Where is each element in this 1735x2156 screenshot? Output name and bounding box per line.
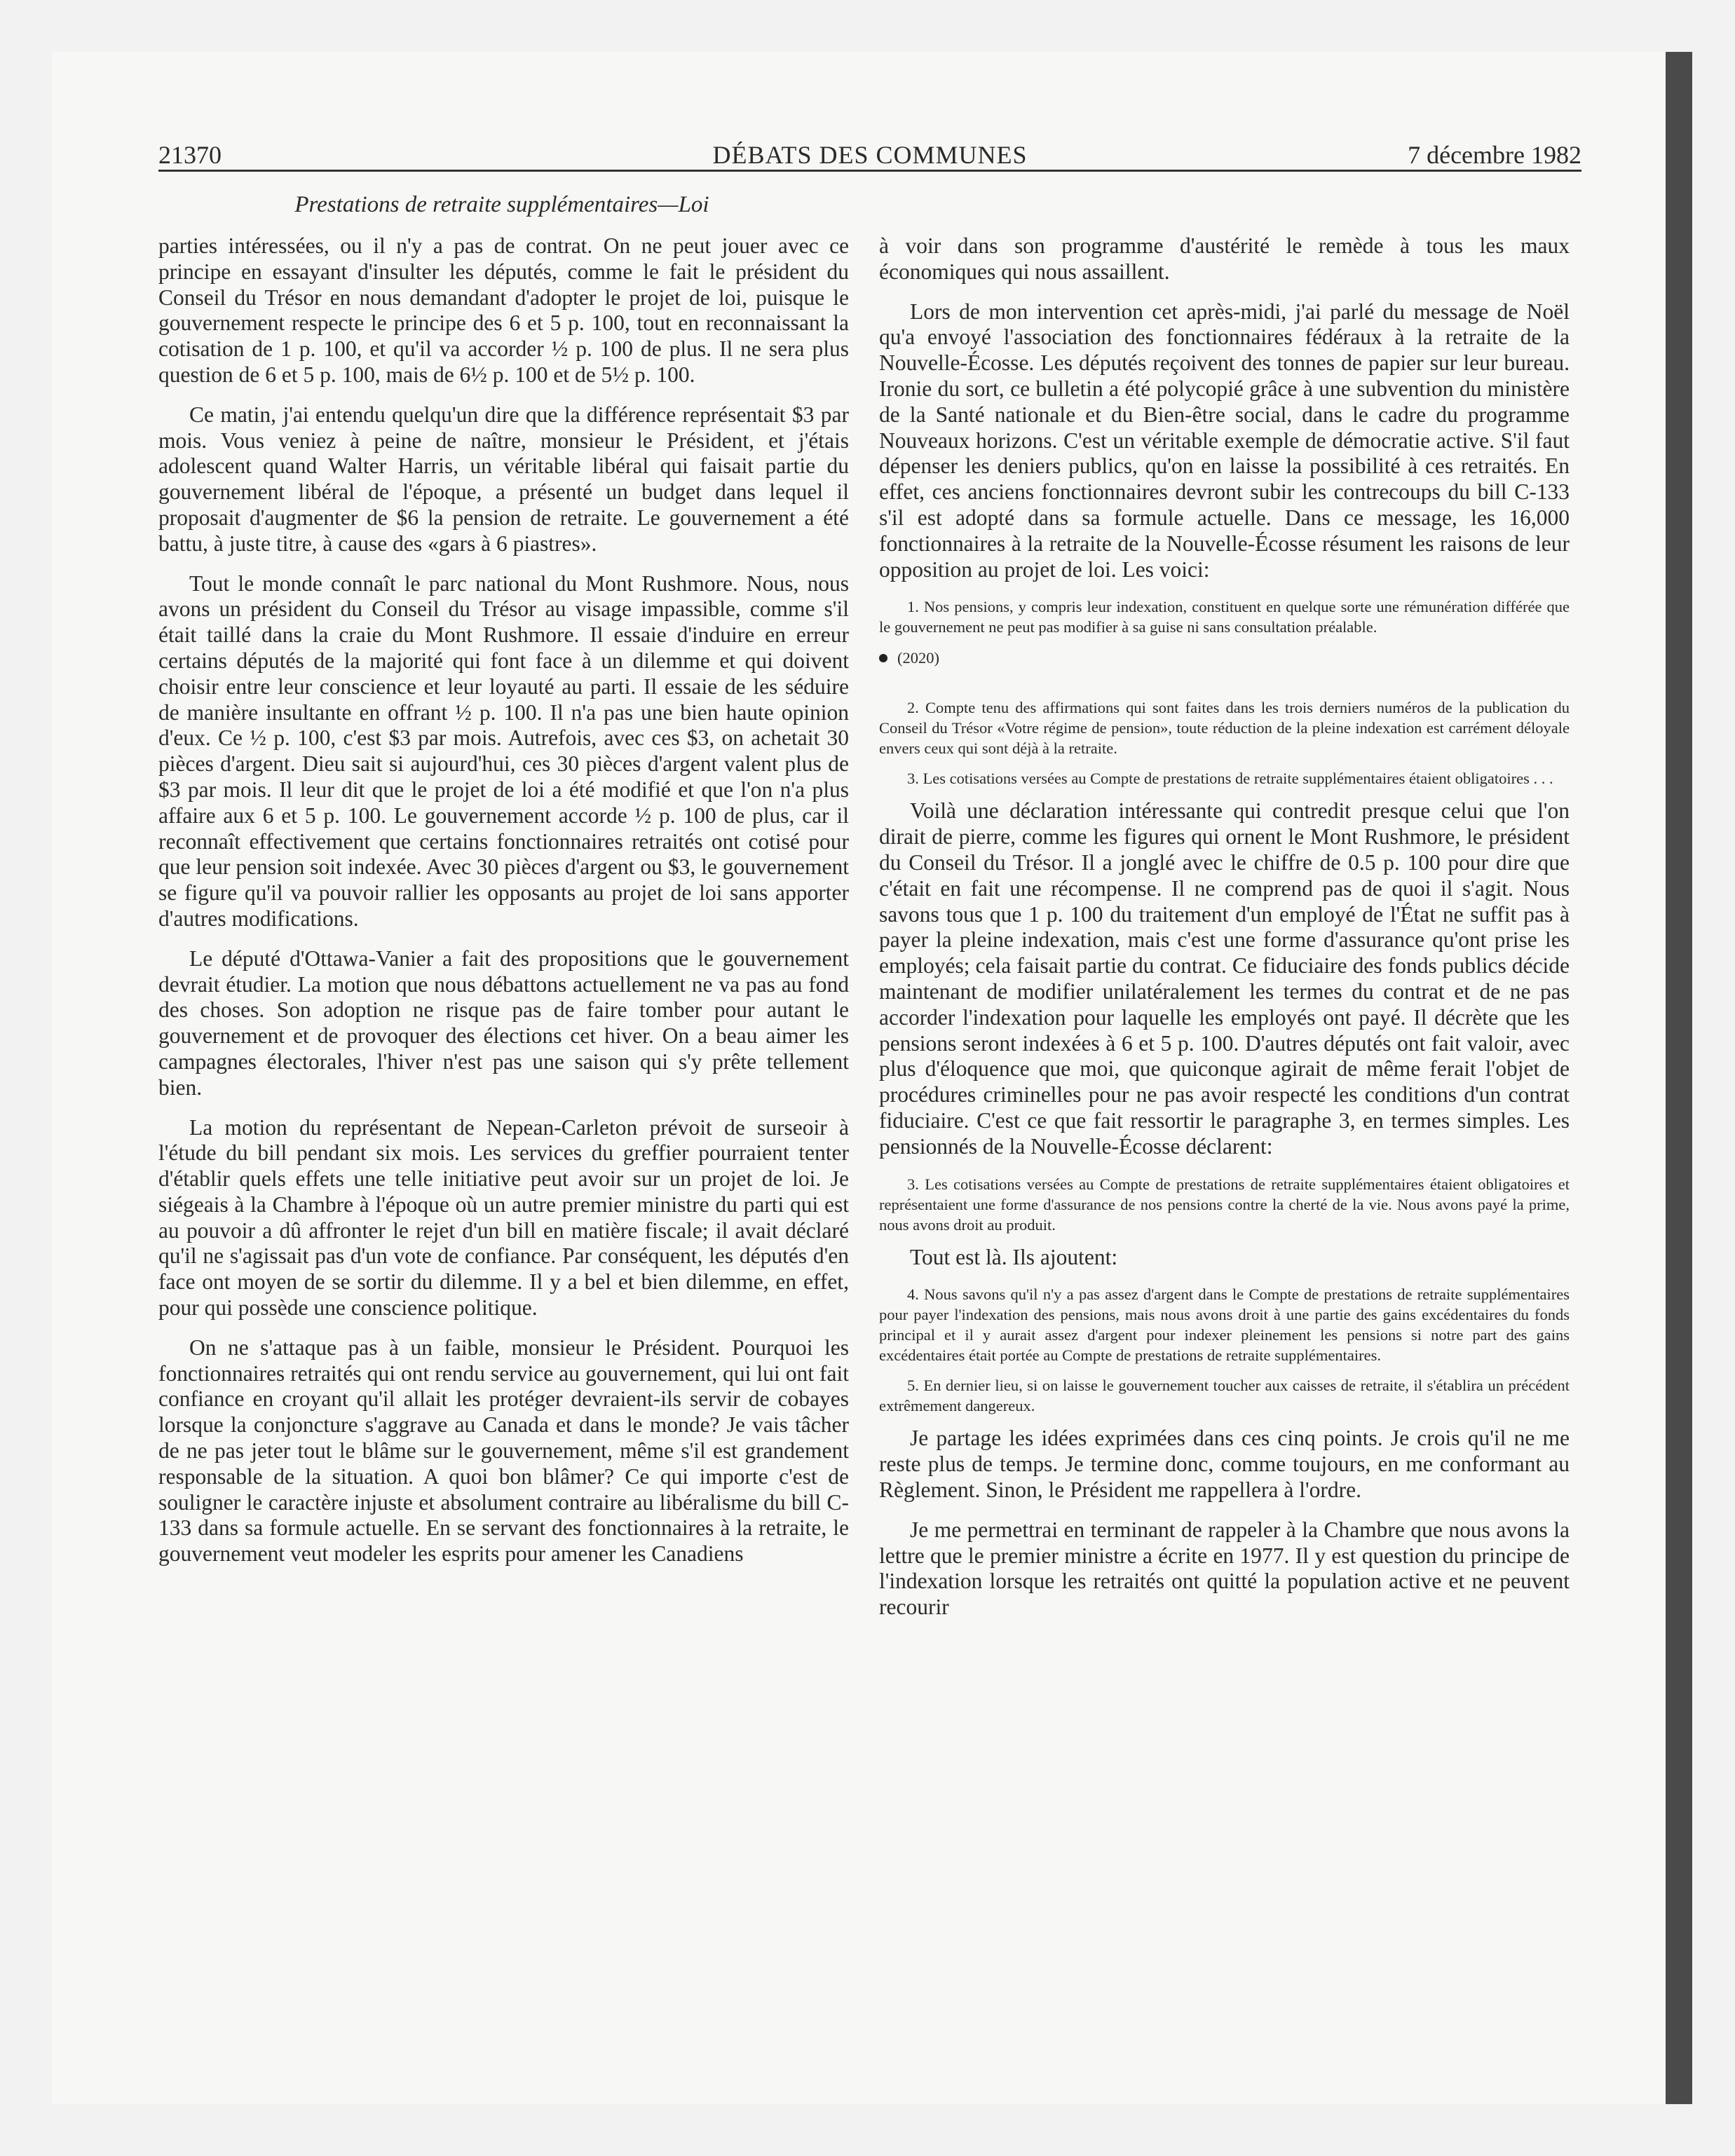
left-column (158, 233, 849, 1581)
section-subtitle: Prestations de retraite supplémentaires—Loi (294, 192, 709, 217)
paragraph: Le député d'Ottawa-Vanier a fait des propositions que le gouvernement devrait étudier. La motion que nous débattons actuellement ne va pas au fond des choses. Son adoption ne risque pas de faire tomber pour autant le gouvernement et de provoquer des élections cet hiver. On a beau aimer les campagnes électorales, l'hiver n'est pas une saison qui s'y prête tellement bien. (158, 946, 849, 1100)
paragraph: Tout est là. Ils ajoutent: (910, 1244, 1118, 1269)
paragraph: La motion du représentant de Nepean-Carleton prévoit de surseoir à l'étude du bill pendant six mois. Les services du greffier pourraient tenter d'établir quels effets une telle initiative peut avoir sur un projet de loi. Je siégeais à la Chambre à l'époque où un autre premier ministre du parti qui est au pouvoir a dû affronter le rejet d'un bill en matière fiscale; il avait déclaré qu'il ne s'agissait pas d'un vote de confiance. Par conséquent, les députés d'en face ont moyen de se sortir du dilemme. Il y a bel et bien dilemme, en effet, pour qui possède une conscience politique. (158, 1114, 849, 1321)
quoted-point: 2. Compte tenu des affirmations qui sont faites dans les trois derniers numéros de la publication du Conseil du Trésor «Votre régime de pension», toute réduction de la pleine indexation est carrément déloyale envers ceux qui sont déjà à la retraite. (879, 699, 1570, 758)
time-marker (879, 647, 1570, 669)
paragraph: Voilà une déclaration intéressante qui contredit presque celui que l'on dirait de pierre, comme les figures qui ornent le Mont Rushmore, le président du Conseil du Trésor. Il a jonglé avec le chiffre de 0.5 p. 100 pour dire que c'était en fait une récompense. Il ne comprend pas de quoi il s'agit. Nous savons tous que 1 p. 100 du traitement d'un employé de l'État ne suffit pas à payer la pleine indexation, mais c'est une forme d'assurance qu'ont prise les employés; cela faisait partie du contrat. Ce fiduciaire des fonds publics décide maintenant de modifier unilatéralement les termes du contrat et de ne pas accorder l'indexation pour laquelle les employés ont payé. Il décrète que les pensions seront indexées à 6 et 5 p. 100. D'autres députés ont fait valoir, avec plus d'éloquence que moi, que quiconque agirait de même ferait l'objet de procédures criminelles pour ne pas avoir respecté les conditions d'un contrat fiduciaire. C'est ce que fait ressortir le paragraphe 3, en termes simples. Les pensionnés de la Nouvelle-Écosse déclarent: (879, 798, 1570, 1159)
publication-date: 7 décembre 1982 (1408, 141, 1581, 169)
quoted-point: 5. En dernier lieu, si on laisse le gouvernement toucher aux caisses de retraite, il s'établira un précédent extrêmement dangereux. (879, 1377, 1570, 1415)
scan-edge-shadow (1666, 52, 1692, 2104)
quoted-point: 4. Nous savons qu'il n'y a pas assez d'argent dans le Compte de prestations de retraite supplémentaires pour payer l'indexation des pensions, mais nous avons droit à une partie des gains excédentaires du fonds principal et il y aurait assez d'argent pour indexer pleinement les pensions si notre part des gains excédentaires était portée au Compte de prestations de retraite supplémentaires. (879, 1285, 1570, 1365)
time-marker-text: (2020) (897, 649, 939, 667)
paragraph: Tout le monde connaît le parc national du Mont Rushmore. Nous, nous avons un président du Conseil du Trésor au visage impassible, comme s'il était taillé dans la craie du Mont Rushmore. Il essaie d'induire en erreur certains députés de la majorité qui font face à un dilemme et qui doivent choisir entre leur conscience et leur loyauté au parti. Il essaie de les séduire de manière insultante en offrant ½ p. 100. Il n'a pas une bien haute opinion d'eux. Ce ½ p. 100, c'est $3 par mois. Autrefois, avec ces $3, on achetait 30 pièces d'argent. Dieu sait si aujourd'hui, ces 30 pièces d'argent valent plus de $3 par mois. Il leur dit que le projet de loi a été modifié et que l'on n'a plus affaire aux 6 et 5 p. 100. Le gouvernement accorde ½ p. 100 de plus, car il reconnaît effectivement que certains fonctionnaires retraités ont cotisé pour que leur pension soit indexée. Avec 30 pièces d'argent ou $3, le gouvernement se figure qu'il va pouvoir rallier les opposants au projet de loi sans apporter d'autres modifications. (158, 571, 849, 931)
paragraph: Je partage les idées exprimées dans ces cinq points. Je crois qu'il ne me reste plus de temps. Je termine donc, comme toujours, en me conformant au Règlement. Sinon, le Président me rappellera à l'ordre. (879, 1426, 1570, 1502)
page-header (158, 137, 1581, 172)
publication-title: DÉBATS DES COMMUNES (712, 141, 1028, 169)
quoted-point: 1. Nos pensions, y compris leur indexation, constituent en quelque sorte une rémunération différée que le gouvernement ne peut pas modifier à sa guise ni sans consultation préalable. (879, 598, 1570, 636)
quoted-point: 3. Les cotisations versées au Compte de prestations de retraite supplémentaires étaient obligatoires . . . (907, 770, 1553, 788)
paragraph: On ne s'attaque pas à un faible, monsieur le Président. Pourquoi les fonctionnaires retraités qui ont rendu service au gouvernement, qui lui ont fait confiance en croyant qu'il allait les protéger devraient-ils servir de cobayes lorsque la conjoncture s'aggrave au Canada et dans le monde? Je vais tâcher de ne pas jeter tout le blâme sur le gouvernement, même s'il est grandement responsable de la situation. A quoi bon blâmer? Ce qui importe c'est de souligner le caractère injuste et absolument contraire au libéralisme du bill C-133 dans sa formule actuelle. En se servant des fonctionnaires à la retraite, le gouvernement veut modeler les esprits pour amener les Canadiens (158, 1335, 849, 1567)
paragraph: Je me permettrai en terminant de rappeler à la Chambre que nous avons la lettre que le premier ministre a écrite en 1977. Il y est question du principe de l'indexation lorsque les retraités ont quitté la population active et ne peuvent recourir (879, 1517, 1570, 1620)
paragraph: Ce matin, j'ai entendu quelqu'un dire que la différence représentait $3 par mois. Vous veniez à peine de naître, monsieur le Président, et j'étais adolescent quand Walter Harris, un véritable libéral qui faisait partie du gouvernement libéral de l'époque, a présenté un budget dans lequel il proposait d'augmenter de $6 la pension de retraite. Le gouvernement a été battu, à juste titre, à cause des «gars à 6 piastres». (158, 402, 849, 556)
quoted-point: 3. Les cotisations versées au Compte de prestations de retraite supplémentaires étaient obligatoires et représentaient une forme d'assurance de nos pensions contre la cherté de la vie. Nous avons payé la prime, nous avons droit au produit. (879, 1175, 1570, 1234)
right-column (879, 233, 1570, 1635)
paragraph: parties intéressées, ou il n'y a pas de contrat. On ne peut jouer avec ce principe en essayant d'insulter les députés, comme le fait le président du Conseil du Trésor en nous demandant d'adopter le projet de loi, puisque le gouvernement respecte le principe des 6 et 5 p. 100, tout en reconnaissant la cotisation de 1 p. 100, et qu'il va accorder ½ p. 100 de plus. Il ne sera plus question de 6 et 5 p. 100, mais de 6½ p. 100 et de 5½ p. 100. (158, 233, 849, 387)
bullet-icon (879, 654, 887, 662)
page-number: 21370 (158, 141, 222, 169)
paragraph: Lors de mon intervention cet après-midi, j'ai parlé du message de Noël qu'a envoyé l'association des fonctionnaires fédéraux à la retraite de la Nouvelle-Écosse. Les députés reçoivent des tonnes de papier sur leur bureau. Ironie du sort, ce bulletin a été polycopié grâce à une subvention du ministère de la Santé nationale et du Bien-être social, dans le cadre du programme Nouveaux horizons. C'est un véritable exemple de démocratie active. S'il faut dépenser les deniers publics, qu'on en laisse la possibilité à ces retraités. En effet, ces anciens fonctionnaires devront subir les contrecoups du bill C-133 s'il est adopté dans sa formule actuelle. Dans ce message, les 16,000 fonctionnaires à la retraite de la Nouvelle-Écosse résument les raisons de leur opposition au projet de loi. Les voici: (879, 299, 1570, 582)
header-rule (158, 170, 1581, 172)
paragraph: à voir dans son programme d'austérité le remède à tous les maux économiques qui nous assaillent. (879, 233, 1570, 284)
